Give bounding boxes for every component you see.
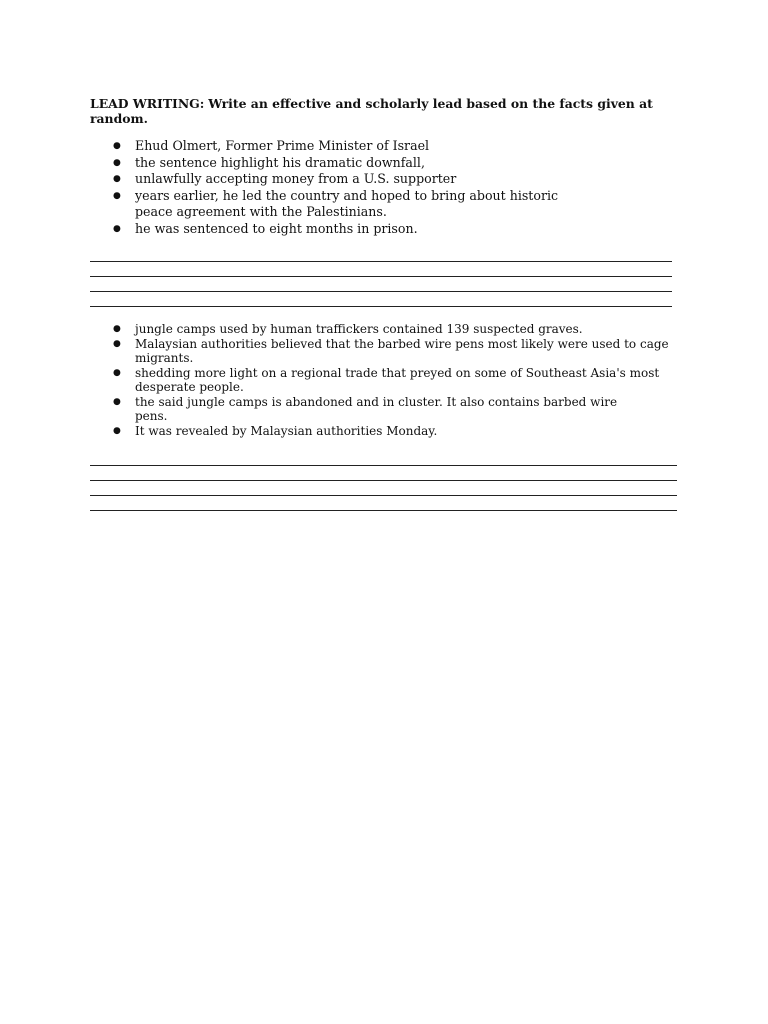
list-item xyxy=(113,188,580,221)
answer-line[interactable] xyxy=(90,277,672,292)
instruction-text: Write an effective and scholarly lead based on the facts given at random. xyxy=(90,96,653,126)
list-item xyxy=(113,138,613,155)
answer-line[interactable] xyxy=(90,247,672,262)
list-item xyxy=(113,395,650,424)
list-item xyxy=(113,424,673,439)
bullet-icon: ● xyxy=(113,338,121,349)
bullet-icon: ● xyxy=(113,157,121,168)
bullet-icon: ● xyxy=(113,396,121,407)
answer-line[interactable] xyxy=(90,481,677,496)
instruction-label: LEAD WRITING: xyxy=(90,96,205,111)
bullet-icon: ● xyxy=(113,190,121,201)
answer-line[interactable] xyxy=(90,292,672,307)
list-item xyxy=(113,155,613,172)
list-item xyxy=(113,171,613,188)
fact-list-2 xyxy=(113,322,673,438)
answer-line[interactable] xyxy=(90,262,672,277)
fact-text: he was sentenced to eight months in prison. xyxy=(135,220,418,236)
fact-text: unlawfully accepting money from a U.S. supporter xyxy=(135,171,457,186)
bullet-icon: ● xyxy=(113,174,121,184)
list-item xyxy=(113,221,613,238)
instructions xyxy=(90,97,680,126)
fact-text: Malaysian authorities believed that the barbed wire pens most likely were used to cage migrants. xyxy=(135,336,669,365)
bullet-icon: ● xyxy=(113,223,121,234)
answer-line[interactable] xyxy=(90,451,677,466)
bullet-icon: ● xyxy=(113,367,121,378)
list-item xyxy=(113,337,680,366)
fact-text: It was revealed by Malaysian authorities Monday. xyxy=(135,423,438,438)
fact-text: shedding more light on a regional trade that preyed on some of Southeast Asia's most desperate people. xyxy=(135,365,660,394)
answer-lines-1[interactable] xyxy=(90,247,672,307)
bullet-icon: ● xyxy=(113,324,121,334)
list-item xyxy=(113,322,673,337)
fact-text: jungle camps used by human traffickers contained 139 suspected graves. xyxy=(135,322,583,336)
fact-text: the said jungle camps is abandoned and in cluster. It also contains barbed wire pens. xyxy=(135,394,618,423)
fact-list-1 xyxy=(113,138,613,237)
answer-line[interactable] xyxy=(90,496,677,511)
fact-text: Ehud Olmert, Former Prime Minister of Israel xyxy=(135,138,430,153)
fact-text: years earlier, he led the country and hoped to bring about historic peace agreement with the Palestinians. xyxy=(135,187,559,219)
bullet-icon: ● xyxy=(113,141,121,151)
answer-lines-2[interactable] xyxy=(90,451,677,511)
bullet-icon: ● xyxy=(113,425,121,436)
fact-text: the sentence highlight his dramatic downfall, xyxy=(135,154,425,170)
answer-line[interactable] xyxy=(90,466,677,481)
list-item xyxy=(113,366,695,395)
